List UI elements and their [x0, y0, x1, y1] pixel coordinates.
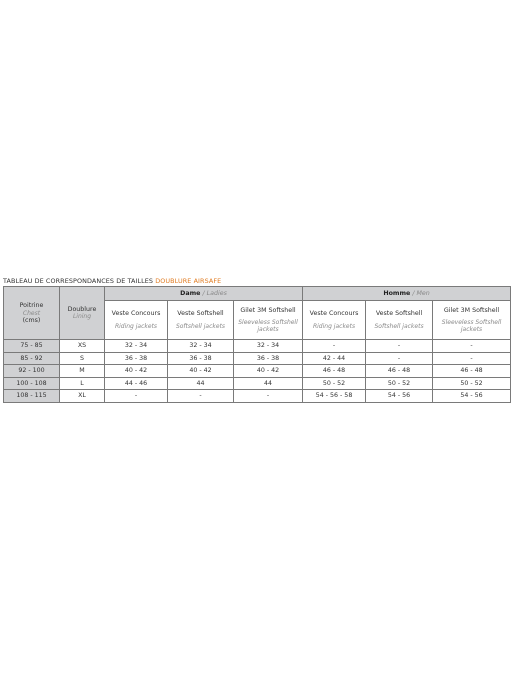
- header-product-fr: Veste Softshell: [375, 310, 423, 318]
- header-chest-en: Chest: [22, 309, 41, 317]
- header-lining: [60, 287, 105, 340]
- caption-prefix: TABLEAU DE CORRESPONDANCES DE TAILLES: [3, 277, 154, 285]
- header-women-softshell: [168, 301, 234, 340]
- cell-chest: 108 - 115: [4, 390, 60, 403]
- header-women-en: Ladies: [206, 289, 227, 297]
- cell-men-concours: 50 - 52: [303, 377, 366, 390]
- cell-women-softshell: -: [168, 390, 234, 403]
- size-chart-table: [3, 286, 511, 403]
- header-group-women: [105, 287, 303, 301]
- cell-men-softshell: 50 - 52: [366, 377, 433, 390]
- header-men-en: Men: [416, 289, 430, 297]
- header-men-gilet: [433, 301, 511, 340]
- header-product-fr: Gilet 3M Softshell: [240, 306, 296, 314]
- header-men-concours: [303, 301, 366, 340]
- caption-highlight: DOUBLURE AIRSAFE: [155, 277, 222, 285]
- header-women-fr: Dame: [180, 289, 201, 297]
- cell-men-gilet: -: [433, 352, 511, 365]
- table-caption: [3, 277, 221, 285]
- header-women-concours: [105, 301, 168, 340]
- header-product-fr: Veste Concours: [309, 310, 359, 318]
- cell-women-concours: -: [105, 390, 168, 403]
- cell-lining: L: [60, 377, 105, 390]
- cell-men-gilet: 46 - 48: [433, 365, 511, 378]
- header-product-fr: Veste Concours: [111, 310, 161, 318]
- table-row: [4, 365, 511, 378]
- cell-men-concours: -: [303, 340, 366, 353]
- cell-men-gilet: -: [433, 340, 511, 353]
- table-row: [4, 377, 511, 390]
- header-lining-en: Lining: [72, 313, 92, 321]
- cell-women-softshell: 36 - 38: [168, 352, 234, 365]
- header-women-gilet: [234, 301, 303, 340]
- cell-women-gilet: 44: [234, 377, 303, 390]
- cell-women-softshell: 32 - 34: [168, 340, 234, 353]
- cell-men-concours: 42 - 44: [303, 352, 366, 365]
- header-men-softshell: [366, 301, 433, 340]
- header-product-en: Sleeveless Softshell jackets: [238, 319, 298, 334]
- cell-women-concours: 40 - 42: [105, 365, 168, 378]
- header-group-men: [303, 287, 511, 301]
- cell-chest: 92 - 100: [4, 365, 60, 378]
- table-row: [4, 352, 511, 365]
- header-chest-fr: Poitrine: [19, 302, 44, 309]
- cell-men-concours: 54 - 56 - 58: [303, 390, 366, 403]
- cell-women-softshell: 40 - 42: [168, 365, 234, 378]
- cell-women-gilet: 32 - 34: [234, 340, 303, 353]
- cell-men-gilet: 54 - 56: [433, 390, 511, 403]
- cell-men-softshell: -: [366, 352, 433, 365]
- header-women-sep: /: [202, 289, 205, 297]
- cell-men-softshell: 46 - 48: [366, 365, 433, 378]
- cell-men-concours: 46 - 48: [303, 365, 366, 378]
- cell-chest: 100 - 108: [4, 377, 60, 390]
- header-product-fr: Veste Softshell: [177, 310, 224, 318]
- cell-lining: XL: [60, 390, 105, 403]
- cell-men-gilet: 50 - 52: [433, 377, 511, 390]
- header-product-en: Softshell jackets: [374, 322, 424, 330]
- header-chest: [4, 287, 60, 340]
- header-men-fr: Homme: [383, 289, 411, 297]
- cell-women-concours: 36 - 38: [105, 352, 168, 365]
- cell-lining: M: [60, 365, 105, 378]
- header-product-fr: Gilet 3M Softshell: [443, 306, 500, 314]
- cell-women-concours: 44 - 46: [105, 377, 168, 390]
- header-row-groups: [4, 287, 511, 301]
- cell-women-concours: 32 - 34: [105, 340, 168, 353]
- table-row: [4, 390, 511, 403]
- header-product-en: Riding jackets: [114, 322, 158, 330]
- cell-women-gilet: -: [234, 390, 303, 403]
- cell-women-softshell: 44: [168, 377, 234, 390]
- cell-men-softshell: 54 - 56: [366, 390, 433, 403]
- cell-women-gilet: 36 - 38: [234, 352, 303, 365]
- cell-women-gilet: 40 - 42: [234, 365, 303, 378]
- header-lining-fr: Doublure: [67, 305, 97, 313]
- cell-chest: 85 - 92: [4, 352, 60, 365]
- cell-lining: S: [60, 352, 105, 365]
- header-product-en: Softshell jackets: [175, 322, 226, 330]
- table-row: [4, 340, 511, 353]
- cell-chest: 75 - 85: [4, 340, 60, 353]
- header-product-en: Riding jackets: [312, 322, 356, 330]
- header-men-sep: /: [412, 289, 415, 297]
- cell-lining: XS: [60, 340, 105, 353]
- header-chest-unit: (cms): [22, 316, 41, 324]
- header-product-en: Sleeveless Softshell jackets: [441, 319, 502, 334]
- cell-men-softshell: -: [366, 340, 433, 353]
